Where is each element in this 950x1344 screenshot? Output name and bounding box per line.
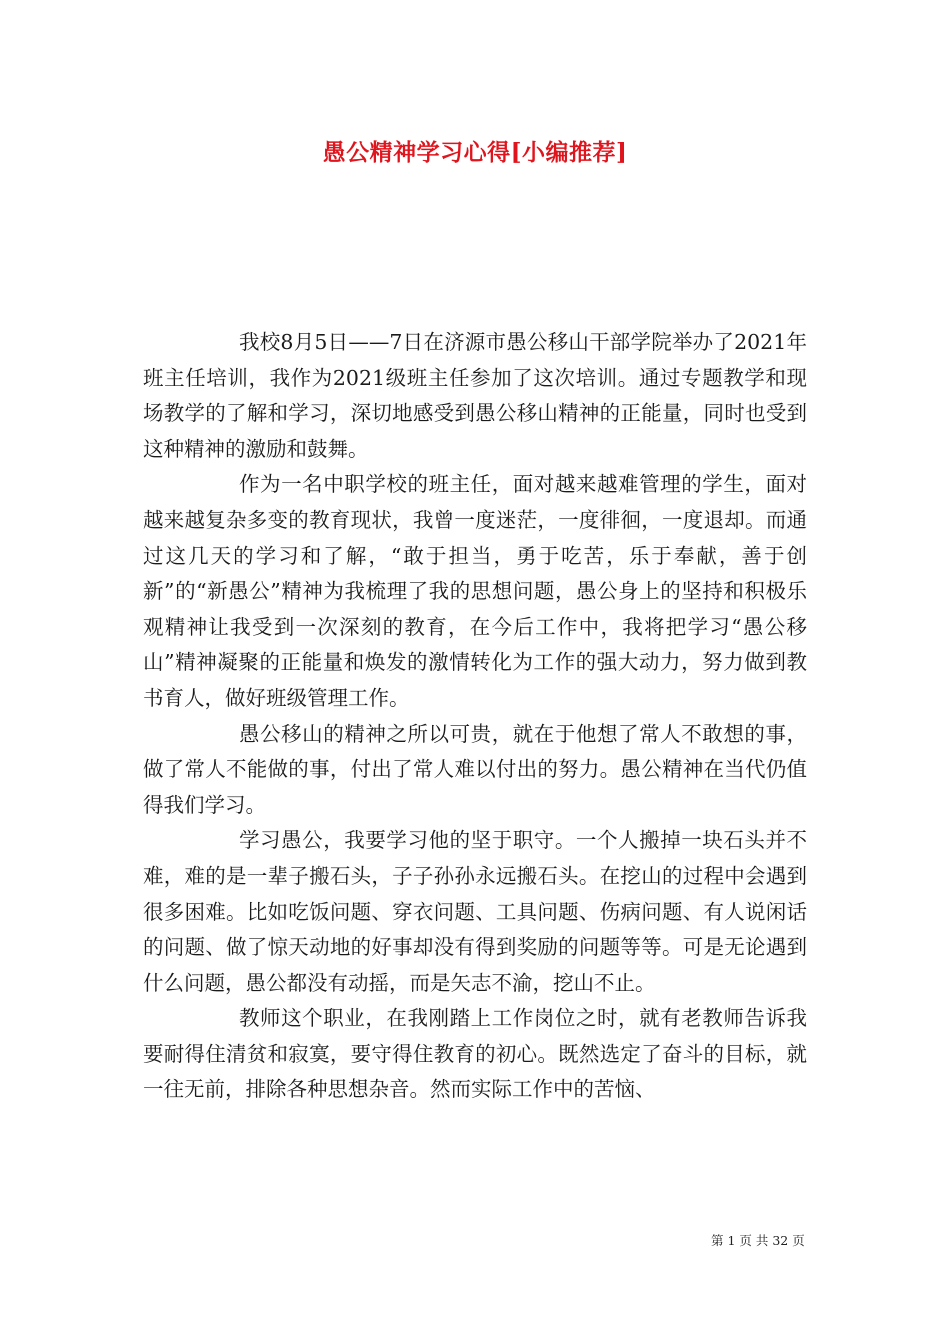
page-number-footer: 第 1 页 共 32 页 <box>711 1233 805 1248</box>
paragraph-5: 教师这个职业，在我刚踏上工作岗位之时，就有老教师告诉我要耐得住清贫和寂寞，要守得住教育的初心。既然选定了奋斗的目标，就一往无前，排除各种思想杂音。然而实际工作中的苦恼、 <box>143 1006 807 1102</box>
paragraph-3: 愚公移山的精神之所以可贵，就在于他想了常人不敢想的事，做了常人不能做的事，付出了常人难以付出的努力。愚公精神在当代仍值得我们学习。 <box>143 721 807 817</box>
document-title: 愚公精神学习心得[小编推荐] <box>322 139 628 166</box>
paragraph-1: 我校8月5日——7日在济源市愚公移山干部学院举办了2021年班主任培训，我作为2021级班主任参加了这次培训。通过专题教学和现场教学的了解和学习，深切地感受到愚公移山精神的正能量，同时也受到这种精神的激励和鼓舞。 <box>143 330 807 461</box>
paragraph-4: 学习愚公，我要学习他的坚于职守。一个人搬掉一块石头并不难，难的是一辈子搬石头，子子孙孙永远搬石头。在挖山的过程中会遇到很多困难。比如吃饭问题、穿衣问题、工具问题、伤病问题、有人说闲话的问题、做了惊天动地的好事却没有得到奖励的问题等等。可是无论遇到什么问题，愚公都没有动摇，而是矢志不渝，挖山不止。 <box>143 828 807 995</box>
paragraph-2: 作为一名中职学校的班主任，面对越来越难管理的学生，面对越来越复杂多变的教育现状，我曾一度迷茫，一度徘徊，一度退却。而通过这几天的学习和了解，“敢于担当，勇于吃苦，乐于奉献，善于创新”的“新愚公”精神为我梳理了我的思想问题，愚公身上的坚持和积极乐观精神让我受到一次深刻的教育，在今后工作中，我将把学习“愚公移山”精神凝聚的正能量和焕发的激情转化为工作的强大动力，努力做到教书育人，做好班级管理工作。 <box>143 472 807 710</box>
document-body <box>143 325 807 1108</box>
